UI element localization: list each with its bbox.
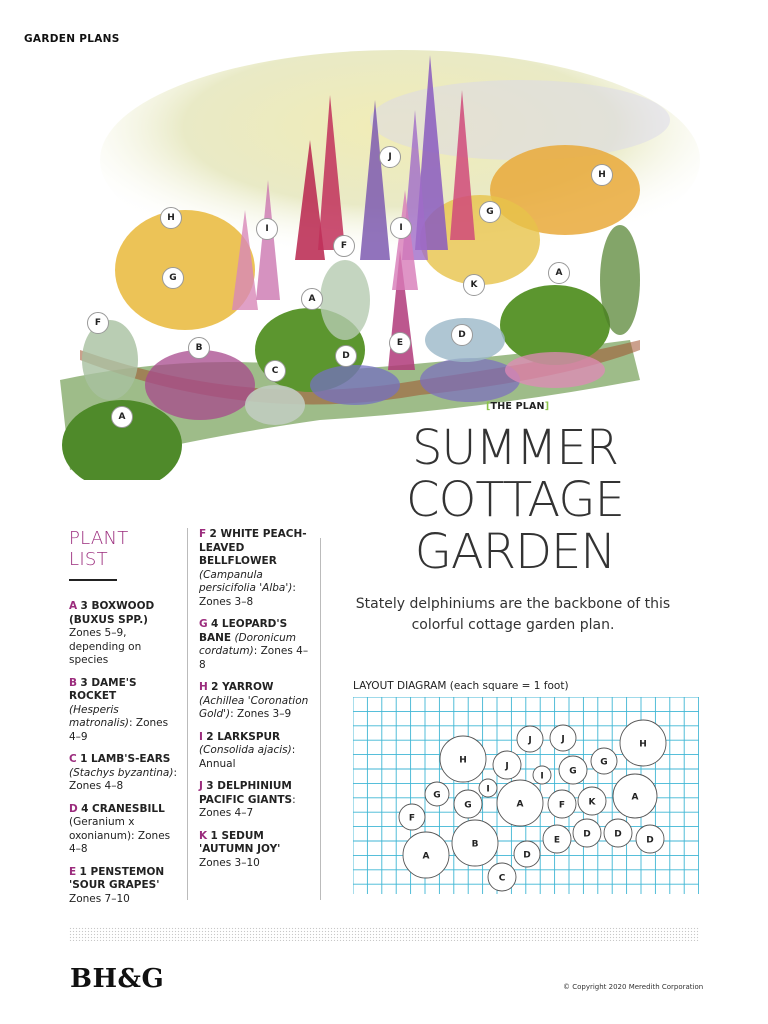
illustration-label-d: D bbox=[335, 345, 357, 367]
plant-circle-label: A bbox=[516, 799, 524, 810]
plant-circle-label: E bbox=[553, 835, 561, 846]
plant-entry: H 2 YARROW (Achillea 'Coronation Gold'): Zones 3–9 bbox=[199, 681, 309, 720]
title-line: COTTAGE bbox=[406, 472, 624, 528]
illustration-label-k: K bbox=[463, 274, 485, 296]
subtitle: Stately delphiniums are the backbone of this colorful cottage garden plan. bbox=[355, 596, 671, 633]
illustration-label-f: F bbox=[333, 235, 355, 257]
copyright: © Copyright 2020 Meredith Corporation bbox=[563, 983, 704, 991]
plant-circle-label: K bbox=[588, 797, 596, 808]
plant-circle-label: F bbox=[558, 800, 566, 811]
illustration-label-a: A bbox=[111, 406, 133, 428]
plant-circle-label: I bbox=[486, 784, 490, 795]
plant-circle-label: D bbox=[523, 850, 531, 861]
plant-entry: A 3 BOXWOOD (BUXUS SPP.) Zones 5–9, depending on species bbox=[69, 600, 155, 666]
plant-circle-label: A bbox=[422, 851, 430, 862]
column-divider bbox=[187, 528, 188, 900]
illustration-label-a: A bbox=[548, 262, 570, 284]
plant-entry: C 1 LAMB'S-EARS (Stachys byzantina): Zones 4–8 bbox=[69, 753, 178, 792]
plant-circle-label: D bbox=[583, 829, 591, 840]
plant-circle-label: C bbox=[498, 873, 506, 884]
plant-list-column bbox=[199, 528, 309, 879]
bhg-logo: BH&G bbox=[70, 964, 165, 994]
plant-entry: I 2 LARKSPUR (Consolida ajacis): Annual bbox=[199, 730, 296, 770]
plant-circle-label: G bbox=[464, 800, 472, 811]
illustration-label-g: G bbox=[479, 201, 501, 223]
plant-entry: E 1 PENSTEMON 'SOUR GRAPES' Zones 7–10 bbox=[69, 865, 165, 905]
plant-circle-label: J bbox=[561, 734, 565, 745]
illustration-label-e: E bbox=[389, 332, 411, 354]
illustration-label-i: I bbox=[256, 218, 278, 240]
illustration-label-h: H bbox=[591, 164, 613, 186]
plant-entry: J 3 DELPHINIUM PACIFIC GIANTS: Zones 4–7 bbox=[199, 780, 296, 819]
plant-list-column bbox=[69, 600, 177, 915]
plant-circle-label: I bbox=[540, 771, 544, 782]
page-title bbox=[390, 422, 640, 578]
plant-circle-label: J bbox=[528, 735, 532, 746]
illustration-label-f: F bbox=[87, 312, 109, 334]
illustration-label-g: G bbox=[162, 267, 184, 289]
plant-circle-label: G bbox=[433, 790, 441, 801]
illustration-label-a: A bbox=[301, 288, 323, 310]
plant-entry: B 3 DAME'S ROCKET (Hesperis matronalis): Zones 4–9 bbox=[69, 676, 169, 743]
divider bbox=[69, 579, 117, 581]
plant-circle-label: G bbox=[600, 757, 608, 768]
plant-entry: D 4 CRANESBILL (Geranium x oxonianum): Zones 4–8 bbox=[69, 802, 171, 855]
plant-entry: K 1 SEDUM 'AUTUMN JOY' Zones 3–10 bbox=[199, 829, 281, 869]
plant-circle-label: G bbox=[569, 766, 577, 777]
plant-circle-label: H bbox=[639, 739, 647, 750]
illustration-label-d: D bbox=[451, 324, 473, 346]
plant-entry: F 2 WHITE PEACH-LEAVED BELLFLOWER (Campanula persicifolia 'Alba'): Zones 3–8 bbox=[199, 528, 307, 608]
plant-circle-label: A bbox=[631, 792, 639, 803]
illustration-label-j: J bbox=[379, 146, 401, 168]
illustration-label-c: C bbox=[264, 360, 286, 382]
plant-circle-label: H bbox=[459, 755, 467, 766]
dotted-divider bbox=[69, 927, 699, 941]
illustration-label-i: I bbox=[390, 217, 412, 239]
layout-diagram bbox=[353, 697, 699, 894]
plant-circle-label: B bbox=[471, 839, 479, 850]
plant-list-heading: PLANT LIST bbox=[69, 528, 129, 570]
illustration-label-b: B bbox=[188, 337, 210, 359]
column-divider bbox=[320, 538, 321, 900]
plant-circle-label: J bbox=[505, 761, 509, 772]
layout-diagram-label: LAYOUT DIAGRAM (each square = 1 foot) bbox=[353, 680, 569, 692]
title-line: SUMMER bbox=[411, 420, 619, 476]
title-line: GARDEN bbox=[414, 524, 616, 580]
plant-circle-label: D bbox=[646, 835, 654, 846]
illustration-label-h: H bbox=[160, 207, 182, 229]
plant-circle-label: F bbox=[408, 813, 416, 824]
plant-circle-label: D bbox=[614, 829, 622, 840]
section-label: GARDEN PLANS bbox=[24, 33, 120, 45]
plant-entry: G 4 LEOPARD'S BANE (Doronicum cordatum): Zones 4–8 bbox=[199, 618, 309, 671]
plan-kicker: [THE PLAN] bbox=[486, 401, 550, 412]
